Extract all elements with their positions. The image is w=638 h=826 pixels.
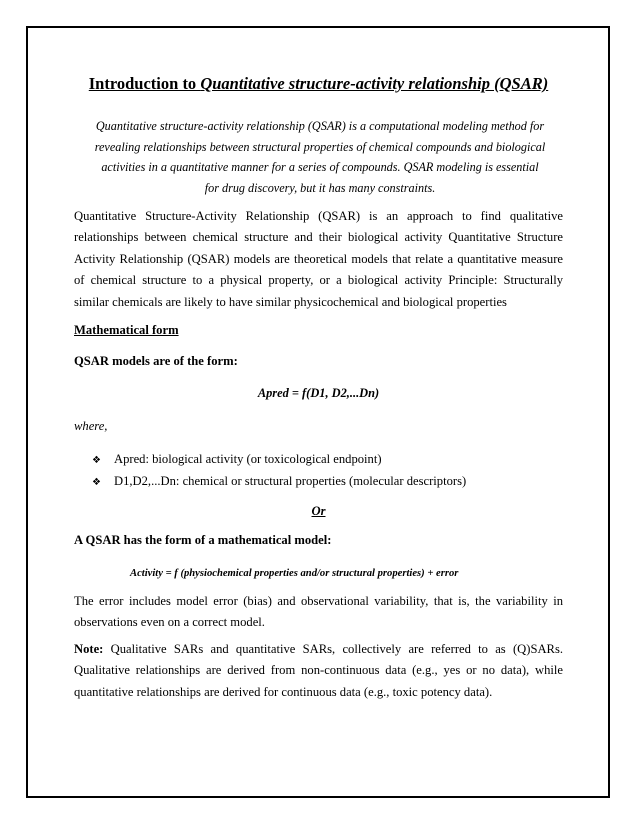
error-paragraph: The error includes model error (bias) and observational variability, that is, the variability in observations even on a correct model. bbox=[74, 594, 563, 630]
models-heading: QSAR models are of the form: bbox=[74, 354, 238, 368]
note-text: Qualitative SARs and quantitative SARs, collectively are referred to as (Q)SARs. Qualitative relationships are derived from non-continuous data (e.g., yes or no data), while quantitative relationships are derived for continuous data (e.g., toxic potency data). bbox=[74, 642, 563, 699]
where-label: where, bbox=[74, 419, 108, 433]
list-item bbox=[92, 470, 466, 492]
diamond-bullet-icon: ❖ bbox=[92, 477, 101, 488]
bullet-list bbox=[92, 448, 466, 492]
note-paragraph bbox=[74, 639, 563, 703]
title-plain: Introduction to bbox=[88, 74, 201, 93]
bullet-text-apred: Apred: biological activity (or toxicological endpoint) bbox=[114, 452, 382, 466]
formula-activity: Activity = f (physiochemical properties and/or structural properties) + error bbox=[130, 568, 459, 579]
note-label: Note: bbox=[74, 642, 104, 656]
diamond-bullet-icon: ❖ bbox=[92, 455, 101, 466]
formula-apred: Apred = f(D1, D2,...Dn) bbox=[257, 386, 380, 400]
bullet-text-descriptors: D1,D2,...Dn: chemical or structural properties (molecular descriptors) bbox=[114, 474, 467, 488]
or-label: Or bbox=[311, 504, 326, 518]
section-heading-mathematical-form: Mathematical form bbox=[74, 323, 179, 337]
title-italic: Quantitative structure-activity relationship (QSAR) bbox=[200, 74, 549, 93]
list-item bbox=[92, 448, 466, 470]
document-title bbox=[74, 74, 563, 94]
abstract: Quantitative structure-activity relationship (QSAR) is a computational modeling method for revealing relationships between structural properties of chemical compounds and biological activities in a quantitative manner for a series of compounds. QSAR modeling is essential for drug discovery, but it has many constraints. bbox=[94, 119, 546, 195]
intro-paragraph: Quantitative Structure-Activity Relationship (QSAR) is an approach to find qualitative relationships between chemical structure and their biological activity Quantitative Structure Activity Relationship (QSAR) models are theoretical models that relate a quantitative measure of chemical structure to a physical property, or a biological activity Principle: Structurally similar chemicals are likely to have similar physicochemical and biological properties bbox=[74, 209, 563, 309]
model-heading: A QSAR has the form of a mathematical model: bbox=[74, 533, 332, 547]
